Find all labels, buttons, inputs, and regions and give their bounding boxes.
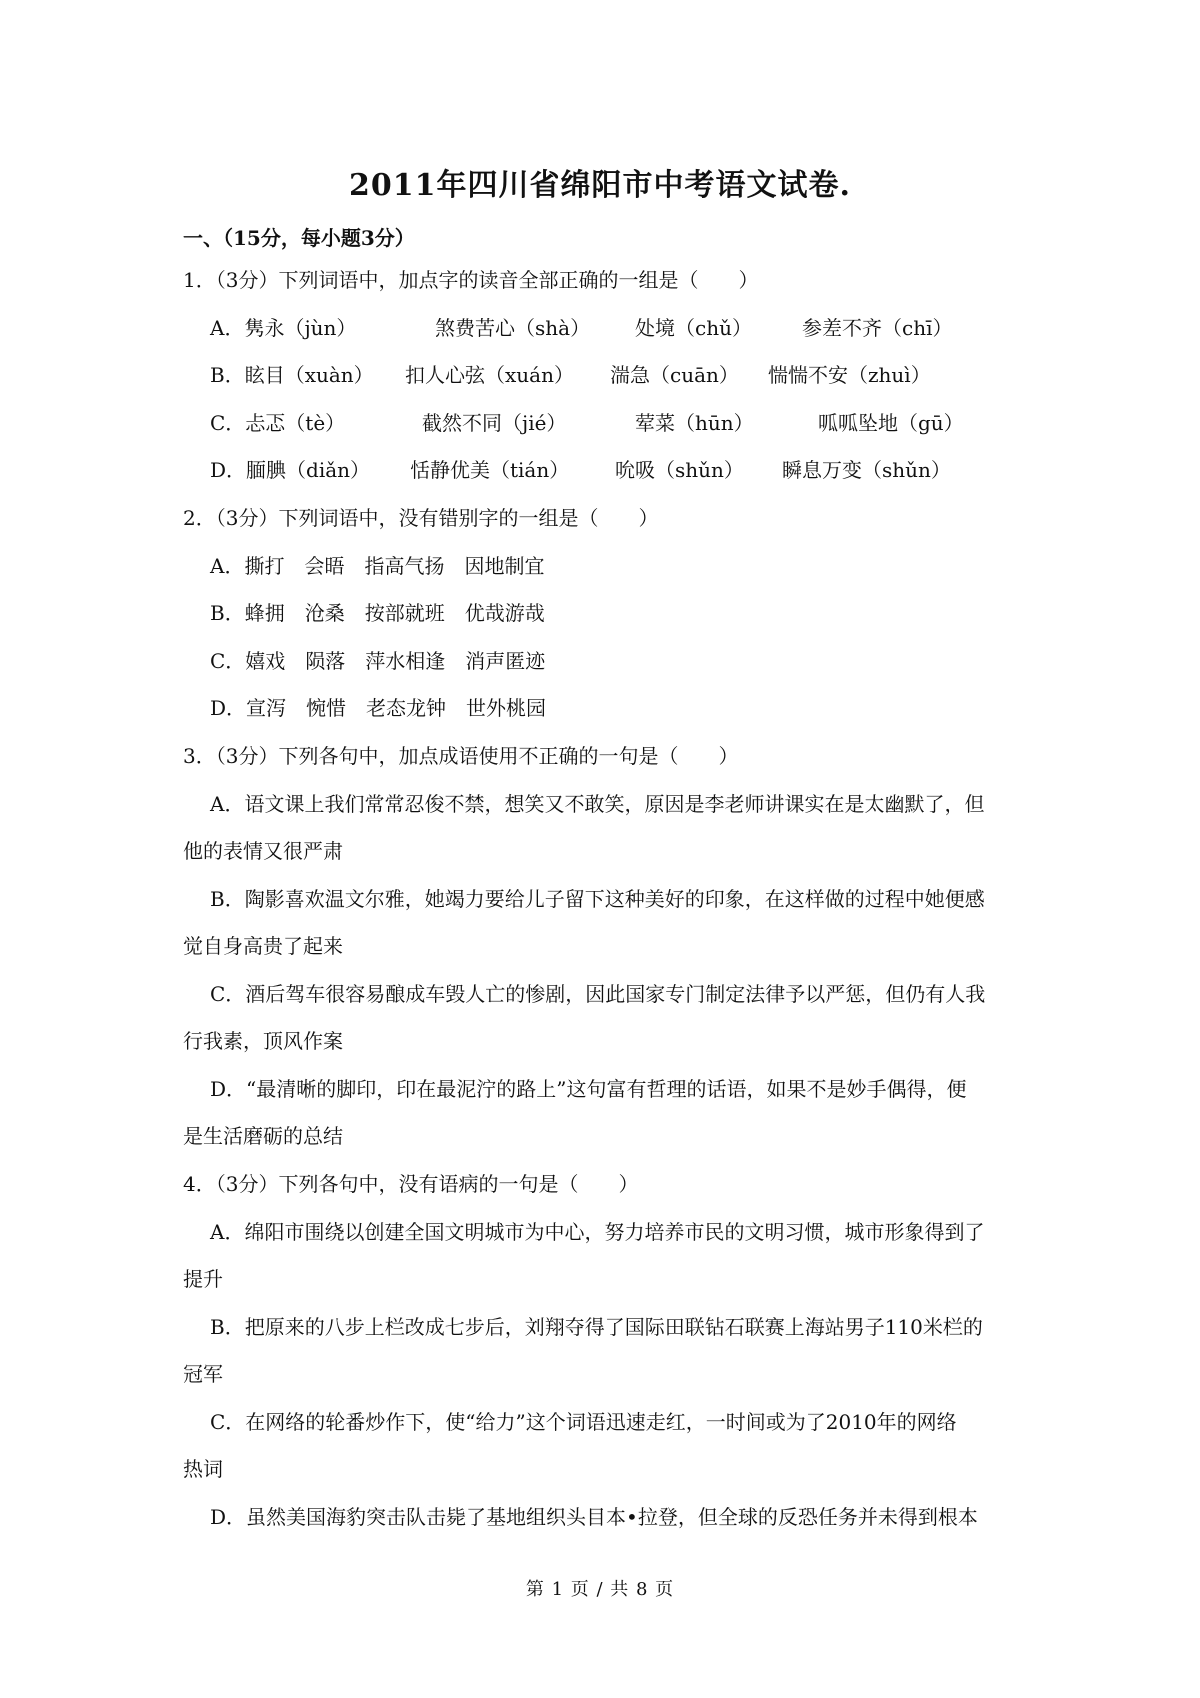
option-cell: 湍急（cuān）: [610, 363, 739, 387]
question-1-option-a: [210, 313, 1010, 343]
question-4-option-b-cont: 冠军: [183, 1362, 223, 1386]
option-cell: 参差不齐（chī）: [802, 316, 953, 340]
option-cell: D．腼腆（diǎn）: [210, 458, 371, 482]
question-2-option-d: D．宣泻 惋惜 老态龙钟 世外桃园: [210, 696, 547, 720]
option-cell: 呱呱坠地（gū）: [818, 411, 964, 435]
option-cell: 处境（chǔ）: [635, 316, 752, 340]
page-footer: 第 1 页 / 共 8 页: [525, 1579, 675, 1600]
question-2-stem: 2．（3分）下列词语中，没有错别字的一组是（ ）: [183, 506, 659, 530]
question-3-option-a-cont: 他的表情又很严肃: [183, 839, 343, 863]
question-3-option-d: D．“最清晰的脚印，印在最泥泞的路上”这句富有哲理的话语，如果不是妙手偶得，便: [210, 1077, 967, 1101]
question-4-option-a-cont: 提升: [183, 1267, 223, 1291]
option-cell: 瞬息万变（shǔn）: [782, 458, 951, 482]
question-4-option-d: D．虽然美国海豹突击队击毙了基地组织头目本•拉登，但全球的反恐任务并未得到根本: [210, 1505, 978, 1529]
option-cell: 扣人心弦（xuán）: [405, 363, 574, 387]
option-cell: 截然不同（jié）: [422, 411, 567, 435]
question-3-option-c: C．酒后驾车很容易酿成车毁人亡的惨剧，因此国家专门制定法律予以严惩，但仍有人我: [210, 982, 986, 1006]
exam-title: 2011年四川省绵阳市中考语文试卷.: [349, 168, 851, 203]
question-1-option-c: [210, 408, 1010, 438]
question-4-option-c: C．在网络的轮番炒作下，使“给力”这个词语迅速走红，一时间或为了2010年的网络: [210, 1410, 957, 1434]
question-4-stem: 4．（3分）下列各句中，没有语病的一句是（ ）: [183, 1172, 639, 1196]
option-cell: C．忐忑（tè）: [210, 411, 346, 435]
question-4-option-b: B．把原来的八步上栏改成七步后，刘翔夺得了国际田联钻石联赛上海站男子110米栏的: [210, 1315, 983, 1339]
question-4-option-a: A．绵阳市围绕以创建全国文明城市为中心，努力培养市民的文明习惯，城市形象得到了: [210, 1220, 985, 1244]
option-cell: 煞费苦心（shà）: [435, 316, 591, 340]
question-3-option-b-cont: 觉自身高贵了起来: [183, 934, 343, 958]
question-3-option-d-cont: 是生活磨砺的总结: [183, 1124, 343, 1148]
question-3-option-c-cont: 行我素，顶风作案: [183, 1029, 343, 1053]
option-cell: A．隽永（jùn）: [210, 316, 357, 340]
question-1-stem: 1．（3分）下列词语中，加点字的读音全部正确的一组是（ ）: [183, 268, 759, 292]
question-2-option-c: C．嬉戏 陨落 萍水相逢 消声匿迹: [210, 649, 546, 673]
section-heading: 一、（15分，每小题3分）: [183, 226, 415, 250]
option-cell: 恬静优美（tián）: [410, 458, 570, 482]
question-3-option-a: A．语文课上我们常常忍俊不禁，想笑又不敢笑，原因是李老师讲课实在是太幽默了，但: [210, 792, 985, 816]
option-cell: 荤菜（hūn）: [635, 411, 754, 435]
question-1-option-d: [210, 455, 1010, 485]
question-4-option-c-cont: 热词: [183, 1457, 223, 1481]
question-1-option-b: [210, 360, 1010, 390]
question-2-option-a: A．撕打 会晤 指高气扬 因地制宜: [210, 554, 545, 578]
question-3-stem: 3．（3分）下列各句中，加点成语使用不正确的一句是（ ）: [183, 744, 739, 768]
option-cell: 惴惴不安（zhuì）: [768, 363, 931, 387]
option-cell: 吮吸（shǔn）: [615, 458, 744, 482]
question-3-option-b: B．陶影喜欢温文尔雅，她竭力要给儿子留下这种美好的印象，在这样做的过程中她便感: [210, 887, 985, 911]
question-2-option-b: B．蜂拥 沧桑 按部就班 优哉游哉: [210, 601, 545, 625]
option-cell: B．眩目（xuàn）: [210, 363, 374, 387]
